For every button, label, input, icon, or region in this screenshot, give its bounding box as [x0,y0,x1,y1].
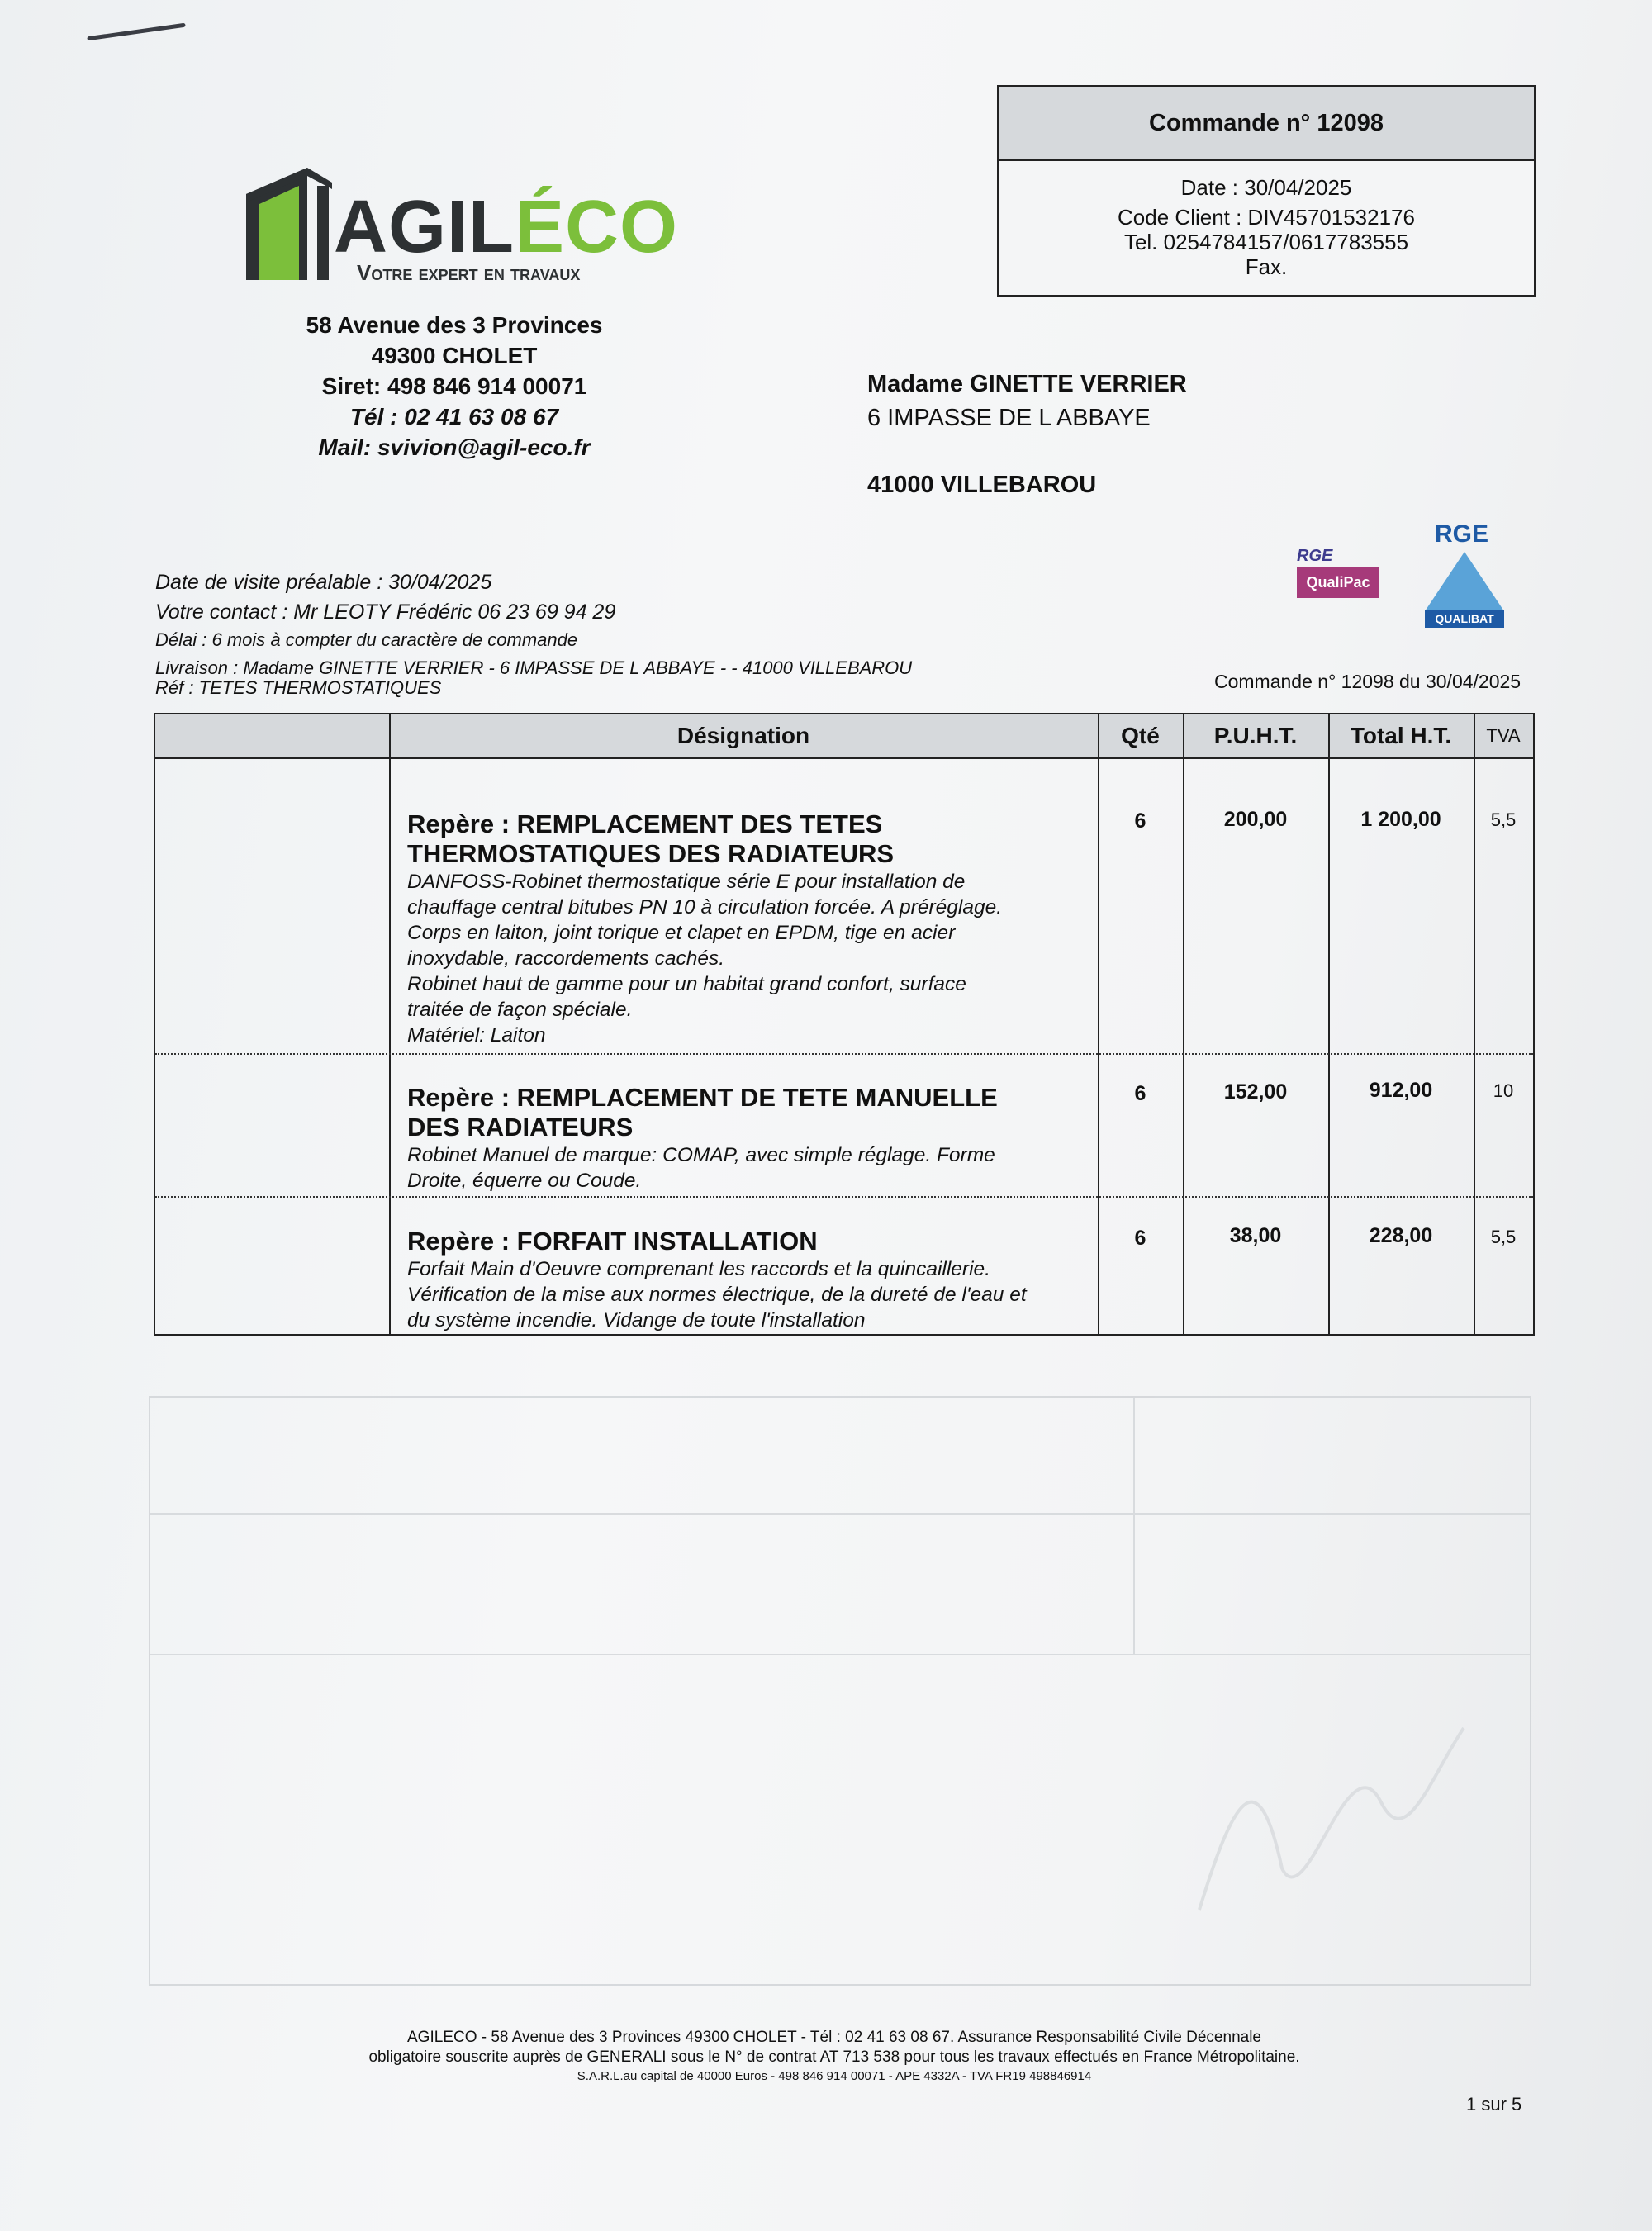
row-vat: 5,5 [1490,809,1517,830]
client-name: Madame GINETTE VERRIER [867,371,1187,397]
header-unit-price: P.U.H.T. [1213,723,1298,748]
row-total: 228,00 [1369,1224,1433,1247]
footer-line-2: obligatoire souscrite auprès de GENERALI sous le N° de contrat AT 713 538 pour tous les travaux effectués en France Métropolitaine. [368,2048,1300,2066]
row-unit-price: 38,00 [1229,1224,1282,1247]
pen-mark [87,23,186,41]
client-address [867,368,1187,502]
visit-delay: Délai : 6 mois à compter du caractère de commande [155,629,578,650]
order-reference: Commande n° 12098 du 30/04/2025 [1214,671,1521,692]
company-logo [241,161,687,293]
client-code: Code Client : DIV45701532176 [1118,205,1415,230]
company-city: 49300 CHOLET [371,343,538,368]
order-subject: Réf : TETES THERMOSTATIQUES [155,677,442,698]
row-vat: 5,5 [1490,1227,1517,1247]
brand-tagline: Votre expert en travaux [357,260,581,285]
row-unit-price: 200,00 [1223,808,1288,831]
table-row: Repère : REMPLACEMENT DES TETES THERMOSTATIQUES DES RADIATEURS DANFOSS-Robinet thermostatique série E pour installation de chauffage central bitubes PN 10 à circulation forcée. A préréglage. Corps en laiton, joint torique et clapet en EPDM, tige en acier inoxydable, raccordements cachés. Robinet haut de gamme pour un habitat grand confort, surface traitée de façon spéciale. Matériel: Laiton [407,809,1002,1047]
client-city: 41000 VILLEBAROU [867,472,1097,498]
row-unit-price: 152,00 [1223,1080,1288,1104]
page-footer [248,2028,1421,2086]
visit-date: Date de visite préalable : 30/04/2025 [155,571,492,594]
order-info-box [997,85,1536,297]
footer-line-3: S.A.R.L.au capital de 40000 Euros - 498 846 914 00071 - APE 4332A - TVA FR19 498846914 [577,2069,1092,2083]
footer-line-1: AGILECO - 58 Avenue des 3 Provinces 49300 CHOLET - Tél : 02 41 63 08 67. Assurance Responsabilité Civile Décennale [407,2029,1261,2046]
row-total: 912,00 [1369,1079,1433,1102]
header-total: Total H.T. [1350,723,1452,748]
company-address: 58 Avenue des 3 Provinces [306,312,603,338]
qualibat-triangle-icon [1425,552,1504,611]
rge-qualibat-logo: RGE QUALIBAT [1418,520,1505,632]
row-quantity: 6 [1134,1082,1146,1105]
certification-logos [1293,520,1507,636]
header-vat: TVA [1486,725,1521,746]
row-quantity: 6 [1134,1227,1146,1250]
row-vat: 10 [1493,1080,1514,1101]
client-fax: Fax. [1245,254,1288,279]
order-number-title: Commande n° 12098 [999,87,1534,161]
order-date: Date : 30/04/2025 [1180,175,1352,200]
page-number: 1 sur 5 [1466,2094,1522,2115]
company-phone: Tél : 02 41 63 08 67 [349,404,559,430]
delivery-address: Livraison : Madame GINETTE VERRIER - 6 IMPASSE DE L ABBAYE - - 41000 VILLEBAROU [155,657,913,678]
company-email: Mail: svivion@agil-eco.fr [318,434,591,460]
table-row: Repère : FORFAIT INSTALLATION Forfait Main d'Oeuvre comprenant les raccords et la quincaillerie. Vérification de la mise aux normes électrique, de la dureté de l'eau et du système incendie. Vidange de toute l'installation [407,1227,1027,1331]
brand-name: AGILÉCO [334,186,679,268]
show-through-area [149,1396,1531,1986]
house-logo-icon [241,161,340,285]
client-phone: Tel. 0254784157/0617783555 [1123,230,1409,254]
visit-contact: Votre contact : Mr LEOTY Frédéric 06 23 69 94 29 [155,600,616,624]
company-siret: Siret: 498 846 914 00071 [321,373,587,399]
row-quantity: 6 [1134,809,1146,833]
visit-info [155,567,912,698]
table-row: Repère : REMPLACEMENT DE TETE MANUELLE DES RADIATEURS Robinet Manuel de marque: COMAP, avec simple réglage. Forme Droite, équerre ou Coude. [407,1083,998,1192]
row-total: 1 200,00 [1360,808,1441,831]
header-quantity: Qté [1121,723,1160,748]
company-info [281,310,628,463]
header-designation: Désignation [676,723,810,748]
rge-qualipac-logo: RGE QualiPac [1293,545,1384,603]
items-table [154,713,1535,1336]
signature-mark [1183,1703,1480,1951]
client-street: 6 IMPASSE DE L ABBAYE [867,405,1151,431]
